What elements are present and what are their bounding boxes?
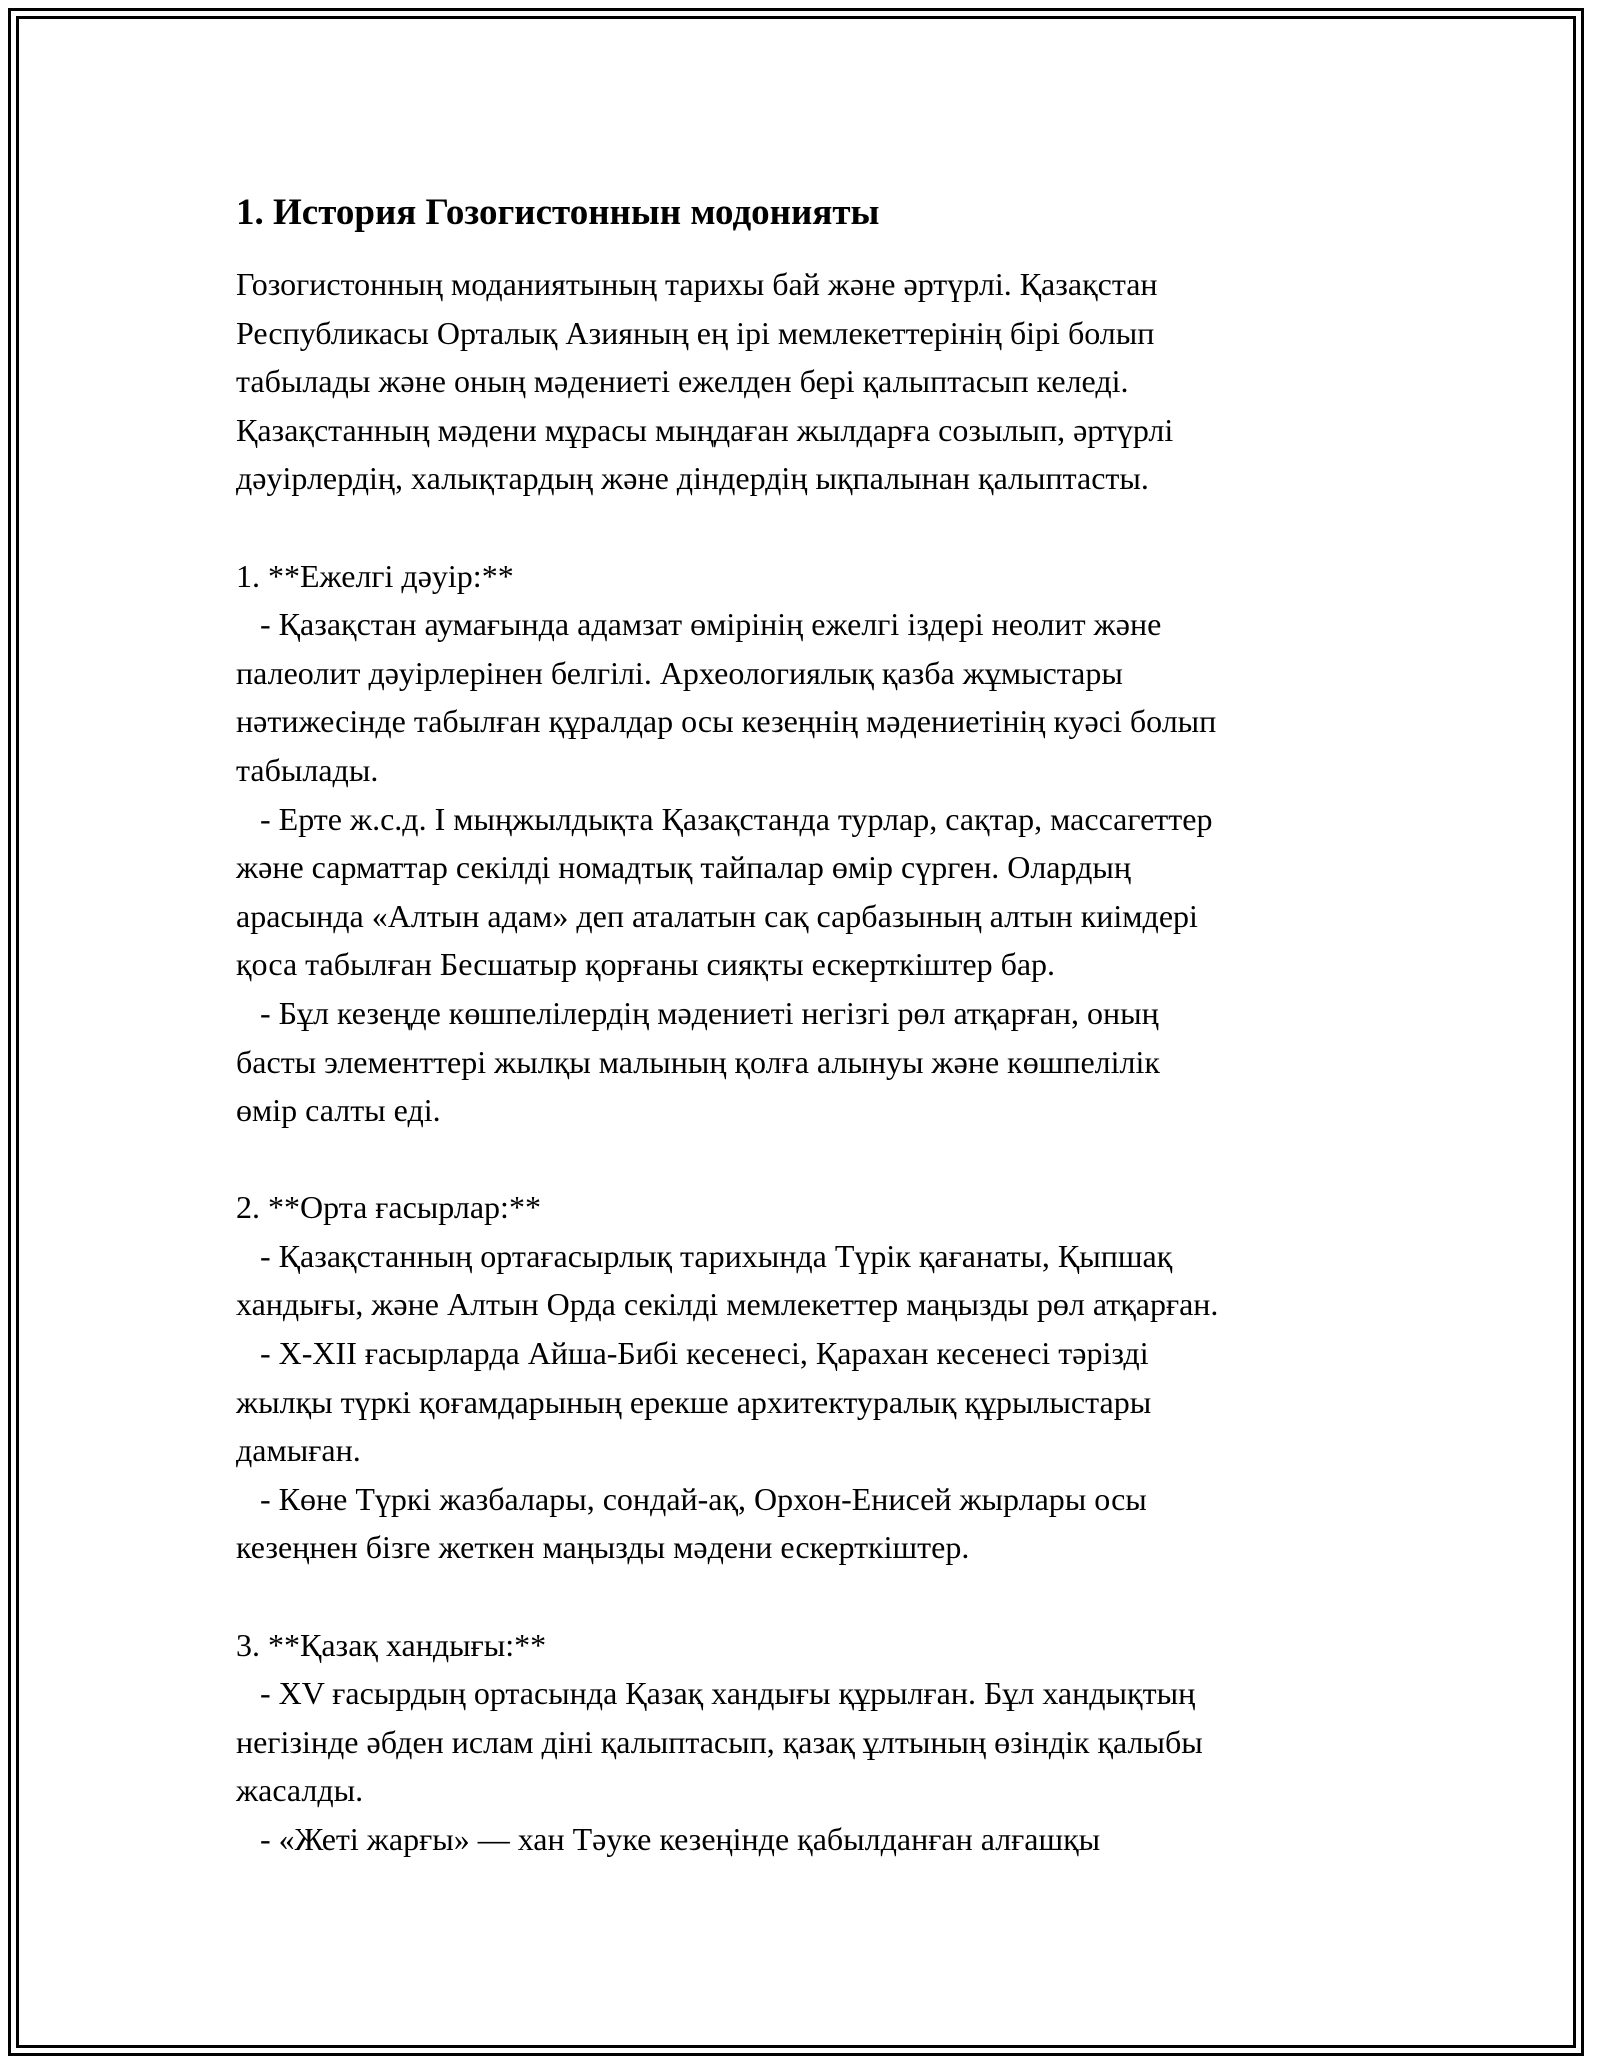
text-line: дамыған. [236,1432,361,1469]
text-line: хандығы, және Алтын Орда секілді мемлекеттер маңызды рөл атқарған. [236,1286,1219,1323]
text-line: табылады. [236,751,379,788]
text-line: және сарматтар секілді номадтық тайпалар өмір сүрген. Олардың [236,849,1131,886]
text-line: өмір салты еді. [236,1092,441,1129]
text-line: дәуірлердің, халықтардың және діндердің ықпалынан қалыптасты. [236,460,1149,497]
text-line: негізінде әбден ислам діні қалыптасып, қазақ ұлтының өзіндік қалыбы [236,1723,1203,1760]
text-line: - Ерте ж.с.д. І мыңжылдықта Қазақстанда турлар, сақтар, массагеттер [236,800,1213,837]
text-line: Гозогистонның моданиятының тарихы бай және әртүрлі. Қазақстан [236,266,1158,302]
text-line: 3. **Қазақ хандығы:** [236,1626,547,1663]
document-body [236,260,1396,1864]
text-line: - X-XII ғасырларда Айша-Бибі кесенесі, Қарахан кесенесі тәрізді [236,1335,1149,1372]
text-line: табылады және оның мәдениеті ежелден бері қалыптасып келеді. [236,363,1129,400]
text-line: палеолит дәуірлерінен белгілі. Археологиялық қазба жұмыстары [236,654,1123,691]
text-line [236,1135,1396,1184]
text-line: жасалды. [236,1772,364,1809]
text-line: 1. **Ежелгі дәуір:** [236,557,514,594]
text-line: арасында «Алтын адам» деп аталатын сақ сарбазының алтын киімдері [236,897,1198,934]
text-line [236,1572,1396,1621]
text-line: - XV ғасырдың ортасында Қазақ хандығы құрылған. Бұл хандықтың [236,1675,1196,1712]
text-line: басты элементтері жылқы малының қолға алынуы және көшпелілік [236,1043,1160,1080]
text-line: - «Жеті жарғы» — хан Тәуке кезеңінде қабылданған алғашқы [236,1821,1101,1857]
document-page [236,188,1396,1864]
text-line: жылқы түркі қоғамдарының ерекше архитектуралық құрылыстары [236,1383,1152,1420]
text-line: - Қазақстанның ортағасырлық тарихында Түрік қағанаты, Қыпшақ [236,1237,1173,1274]
text-line: нәтижесінде табылған құралдар осы кезеңнің мәдениетінің куәсі болып [236,703,1217,740]
text-line: - Қазақстан аумағында адамзат өмірінің ежелгі іздері неолит және [236,606,1162,643]
text-line: Қазақстанның мәдени мұрасы мыңдаған жылдарға созылып, әртүрлі [236,411,1174,448]
text-line [236,503,1396,552]
document-title: 1. История Гозогистоннын модонияты [236,192,880,233]
text-line: - Көне Түркі жазбалары, сондай-ақ, Орхон-Енисей жырлары осы [236,1480,1147,1517]
text-line: қоса табылған Бесшатыр қорғаны сияқты ескерткіштер бар. [236,946,1056,983]
text-line: - Бұл кезеңде көшпелілердің мәдениеті негізгі рөл атқарған, оның [236,994,1159,1031]
text-line: кезеңнен бізге жеткен маңызды мәдени ескерткіштер. [236,1529,970,1566]
text-line: 2. **Орта ғасырлар:** [236,1189,541,1226]
text-line: Республикасы Орталық Азияның ең ірі мемлекеттерінің бірі болып [236,314,1155,351]
